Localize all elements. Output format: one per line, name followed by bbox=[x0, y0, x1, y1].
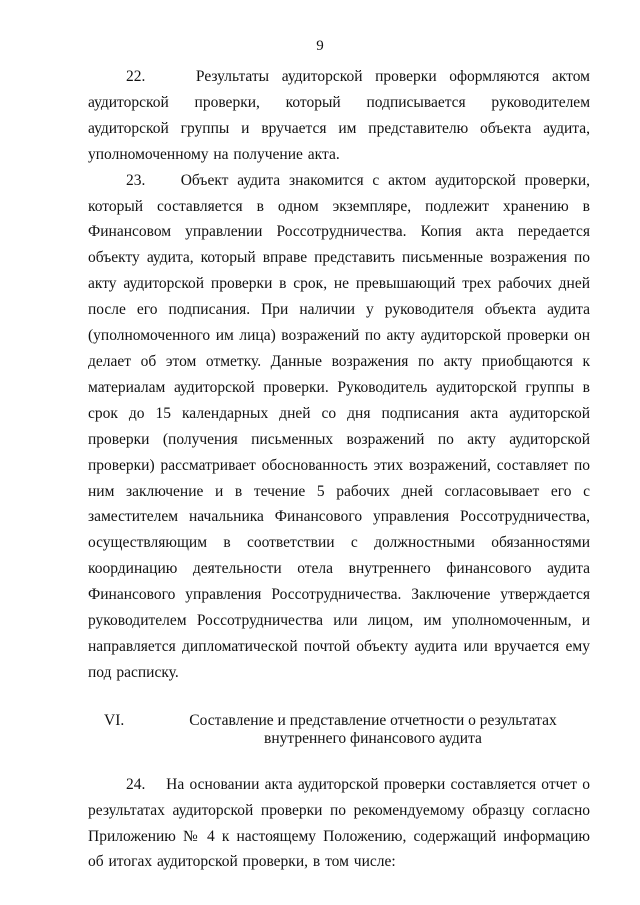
section-number: VI. bbox=[104, 711, 125, 729]
paragraph-24: 24. На основании акта аудиторской проверки составляется отчет о результатах аудиторской проверки по рекомендуемому образцу согласно Приложению № 4 к настоящему Положению, содержащий информацию об итогах аудиторской проверки, в том числе: bbox=[88, 775, 590, 871]
section-heading bbox=[88, 712, 590, 748]
section-title: Составление и представление отчетности о результатах внутреннего финансового аудита bbox=[189, 711, 557, 747]
document-body bbox=[88, 64, 590, 875]
paragraph-23: 23. Объект аудита знакомится с актом аудиторской проверки, который составляется в одном экземпляре, подлежит хранению в Финансовом управлении Россотрудничества. Копия акта передается объекту аудита, который вправе представить письменные возражения по акту аудиторской проверки в срок, не превышающий трех рабочих дней после его подписания. При наличии у руководителя объекта аудита (уполномоченного им лица) возражений по акту аудиторской проверки он делает об этом отметку. Данные возражения по акту приобщаются к материалам аудиторской проверки. Руководитель аудиторской группы в срок до 15 календарных дней со дня подписания акта аудиторской проверки (получения письменных возражений по акту аудиторской проверки) рассматривает обоснованность этих возражений, составляет по ним заключение и в течение 5 рабочих дней согласовывает его с заместителем начальника Финансового управления Россотрудничества, осуществляющим в соответствии с должностными обязанностями координацию деятельности отела внутреннего финансового аудита Финансового управления Россотрудничества. Заключение утверждается руководителем Россотрудничества или лицом, им уполномоченным, и направляется дипломатической почтой объекту аудита или вручается ему под расписку. bbox=[88, 171, 590, 681]
paragraph-22: 22. Результаты аудиторской проверки оформляются актом аудиторской проверки, который подписывается руководителем аудиторской группы и вручается им представителю объекта аудита, уполномоченному на получение акта. bbox=[88, 68, 590, 163]
page-number: 9 bbox=[316, 38, 324, 54]
